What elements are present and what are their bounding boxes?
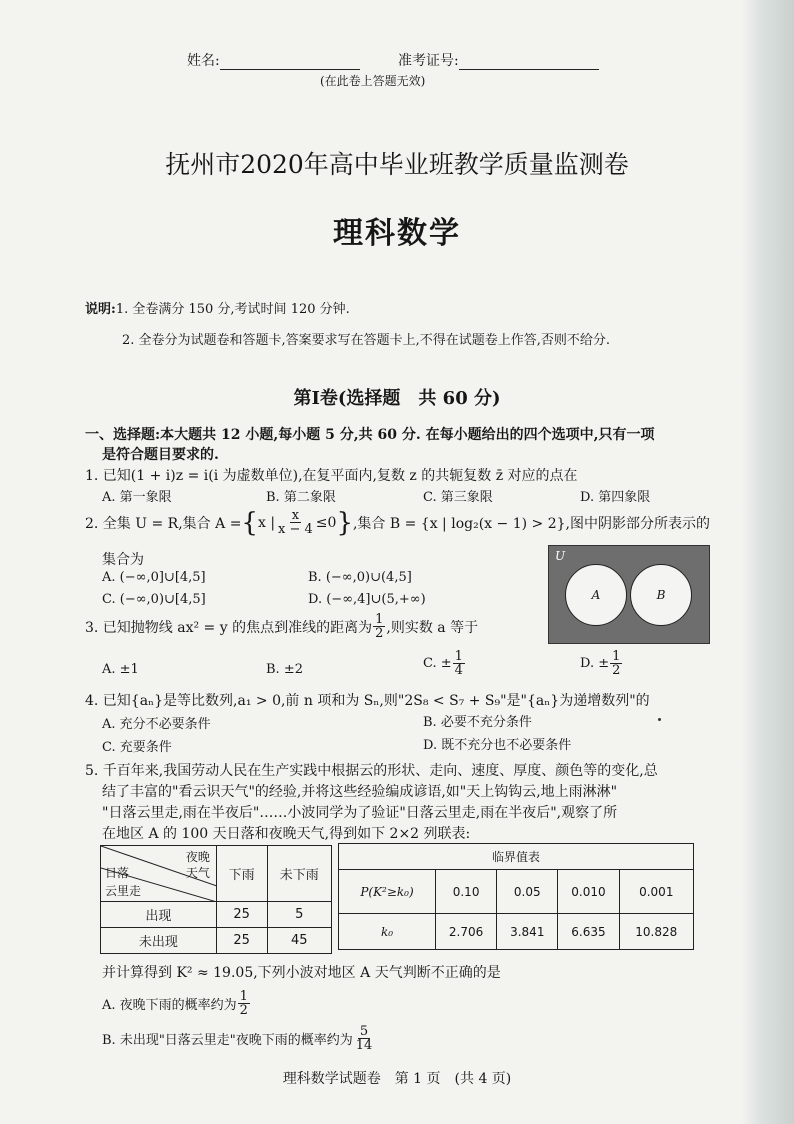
- q5-line1: 5. 千百年来,我国劳动人民在生产实践中根据云的形状、走向、速度、厚度、颜色等的变化,总: [85, 763, 658, 779]
- critical-value-table: [338, 843, 694, 950]
- q5-option-b-fraction: [354, 1025, 375, 1052]
- q3-stem: [85, 613, 478, 640]
- name-blank: [220, 55, 360, 70]
- venn-universe-label: U: [555, 549, 566, 563]
- q2-set-post: ≤0: [315, 514, 337, 531]
- q1-option-c: C. 第三象限: [423, 490, 493, 505]
- q4-option-c: C. 充要条件: [102, 740, 172, 755]
- q1-option-b: B. 第二象限: [266, 490, 336, 505]
- q3-stem-b: ,则实数 a 等于: [386, 619, 479, 636]
- exam-id-field: [398, 50, 599, 70]
- q5-option-a-text: A. 夜晚下雨的概率约为: [102, 998, 237, 1013]
- q3-option-a: A. ±1: [102, 662, 139, 677]
- q2-fraction: [276, 509, 315, 536]
- q3-option-c-fraction: [453, 650, 465, 677]
- q4-option-b: B. 必要不充分条件: [423, 715, 532, 730]
- contingency-row2-no-rain: 45: [267, 928, 332, 954]
- exam-subtitle: 理科数学: [333, 216, 461, 251]
- contingency-corner-mid2: 天气: [185, 866, 210, 880]
- q3-option-c: [423, 650, 466, 677]
- exam-title: 抚州市2020年高中毕业班教学质量监测卷: [165, 150, 629, 179]
- critical-row1-cell-3: 0.010: [558, 870, 619, 914]
- q4-stem: 4. 已知{aₙ}是等比数列,a₁ > 0,前 n 项和为 Sₙ,则"2S₈ < S₇ + S₉"是"{aₙ}为递增数列"的: [85, 693, 650, 709]
- q2-stem-a: 2. 全集 U = R,集合 A =: [85, 515, 242, 532]
- q5-option-a: [102, 990, 251, 1017]
- venn-set-b: [630, 564, 692, 626]
- contingency-table: [100, 845, 332, 954]
- instructions-label: 说明:: [85, 302, 116, 317]
- q5-option-b-numerator: 5: [359, 1024, 369, 1039]
- q3-option-c-prefix: C. ±: [423, 656, 452, 671]
- contingency-row2-label: 未出现: [101, 928, 217, 954]
- q5-line2: 结了丰富的"看云识天气"的经验,并将这些经验编成谚语,如"天上钩钩云,地上雨淋淋": [102, 784, 618, 800]
- answer-notice: (在此卷上答题无效): [320, 74, 426, 88]
- contingency-row1-label: 出现: [101, 902, 217, 928]
- contingency-corner-bottom: 云里走: [105, 884, 142, 898]
- q5-option-b-denominator: 14: [355, 1038, 373, 1053]
- q2-stem-c: 集合为: [102, 552, 144, 568]
- exam-id-label: 准考证号:: [398, 53, 459, 69]
- contingency-corner-top: 夜晚: [185, 850, 210, 864]
- critical-row2-cell-2: 3.841: [497, 914, 558, 950]
- contingency-col-rain: 下雨: [216, 846, 267, 902]
- venn-diagram: [548, 545, 710, 644]
- contingency-row1-no-rain: 5: [267, 902, 332, 928]
- q3-frac-denominator: 2: [375, 626, 384, 641]
- q5-option-b-text: B. 未出现"日落云里走"夜晚下雨的概率约为: [102, 1033, 353, 1048]
- critical-row2-cell-3: 6.635: [558, 914, 619, 950]
- q2-frac-numerator: x: [291, 508, 300, 523]
- q3-option-b: B. ±2: [266, 662, 303, 677]
- critical-table-title: 临界值表: [339, 844, 694, 870]
- q3-stem-a: 3. 已知抛物线 ax² = y 的焦点到准线的距离为: [85, 619, 373, 636]
- part1-intro-line1: 一、选择题:本大题共 12 小题,每小题 5 分,共 60 分. 在每小题给出的四个选项中,只有一项: [85, 427, 655, 443]
- contingency-corner-mid1: 日落: [105, 866, 130, 880]
- q3-option-c-numerator: 1: [454, 649, 463, 664]
- q1-option-a: A. 第一象限: [102, 490, 172, 505]
- q3-fraction: [373, 613, 385, 640]
- q3-option-d-denominator: 2: [612, 663, 621, 678]
- q2-option-a: A. (−∞,0]∪[4,5]: [102, 570, 206, 585]
- q2-option-b: B. (−∞,0)∪(4,5]: [308, 570, 412, 585]
- critical-row2-cell-1: 2.706: [436, 914, 497, 950]
- critical-row1-label: P(K²≥k₀): [339, 870, 436, 914]
- critical-row1-cell-2: 0.05: [497, 870, 558, 914]
- instructions-1: [85, 298, 350, 317]
- q2-option-d: D. (−∞,4]∪(5,+∞): [308, 592, 426, 607]
- q4-option-d: D. 既不充分也不必要条件: [423, 738, 572, 753]
- q2-set-pre: x |: [257, 514, 276, 531]
- venn-set-a-label: A: [591, 588, 601, 602]
- contingency-row1-rain: 25: [216, 902, 267, 928]
- instructions-item2: 2. 全卷分为试题卷和答题卡,答案要求写在答题卡上,不得在试题卷上作答,否则不给分.: [122, 333, 611, 348]
- critical-row2-cell-4: 10.828: [619, 914, 693, 950]
- contingency-col-no-rain: 未下雨: [267, 846, 332, 902]
- table-row: [101, 928, 332, 954]
- q3-option-d: [580, 650, 623, 677]
- q5-option-a-denominator: 2: [239, 1003, 248, 1018]
- q3-option-c-denominator: 4: [454, 663, 463, 678]
- part1-intro-line2: 是符合题目要求的.: [102, 447, 219, 463]
- table-row: [339, 870, 694, 914]
- venn-set-a: [565, 564, 627, 626]
- q5-line5: 并计算得到 K² ≈ 19.05,下列小波对地区 A 天气判断不正确的是: [102, 965, 501, 981]
- stray-mark: [658, 718, 661, 721]
- critical-row1-cell-4: 0.001: [619, 870, 693, 914]
- critical-row2-label: k₀: [339, 914, 436, 950]
- contingency-row2-rain: 25: [216, 928, 267, 954]
- table-row: [101, 902, 332, 928]
- q5-line4: 在地区 A 的 100 天日落和夜晚天气,得到如下 2×2 列联表:: [102, 826, 471, 842]
- q2-right-brace: }: [336, 507, 353, 538]
- q1-option-d: D. 第四象限: [580, 490, 651, 505]
- critical-row1-cell-1: 0.10: [436, 870, 497, 914]
- q2-left-brace: {: [241, 507, 258, 538]
- contingency-corner-cell: [101, 846, 217, 902]
- q5-line3: "日落云里走,雨在半夜后"……小波同学为了验证"日落云里走,雨在半夜后",观察了所: [102, 805, 618, 821]
- q2-stem-b: ,集合 B = {x | log₂(x − 1) > 2},图中阴影部分所表示的: [352, 515, 710, 532]
- q3-frac-numerator: 1: [375, 612, 384, 627]
- q2-option-c: C. (−∞,0)∪[4,5]: [102, 592, 206, 607]
- q3-option-d-prefix: D. ±: [580, 656, 610, 671]
- name-field: [187, 50, 360, 70]
- q2-frac-denominator: x − 4: [278, 522, 313, 537]
- page-footer: 理科数学试题卷 第 1 页 (共 4 页): [282, 1071, 512, 1087]
- section-title: 第Ⅰ卷(选择题 共 60 分): [293, 388, 501, 409]
- table-row: [339, 914, 694, 950]
- q3-option-d-numerator: 1: [612, 649, 621, 664]
- q3-option-d-fraction: [610, 650, 622, 677]
- exam-id-blank: [459, 55, 599, 70]
- q4-option-a: A. 充分不必要条件: [102, 717, 211, 732]
- q1-stem: 1. 已知(1 + i)z = i(i 为虚数单位),在复平面内,复数 z 的共轭复数 z̄ 对应的点在: [85, 468, 578, 484]
- instructions-item1: 1. 全卷满分 150 分,考试时间 120 分钟.: [115, 302, 350, 317]
- q2-stem: [85, 509, 710, 536]
- name-label: 姓名:: [187, 53, 220, 69]
- q5-option-a-fraction: [238, 990, 250, 1017]
- venn-set-b-label: B: [656, 588, 666, 602]
- q5-option-b: [102, 1025, 375, 1052]
- q5-option-a-numerator: 1: [239, 989, 248, 1004]
